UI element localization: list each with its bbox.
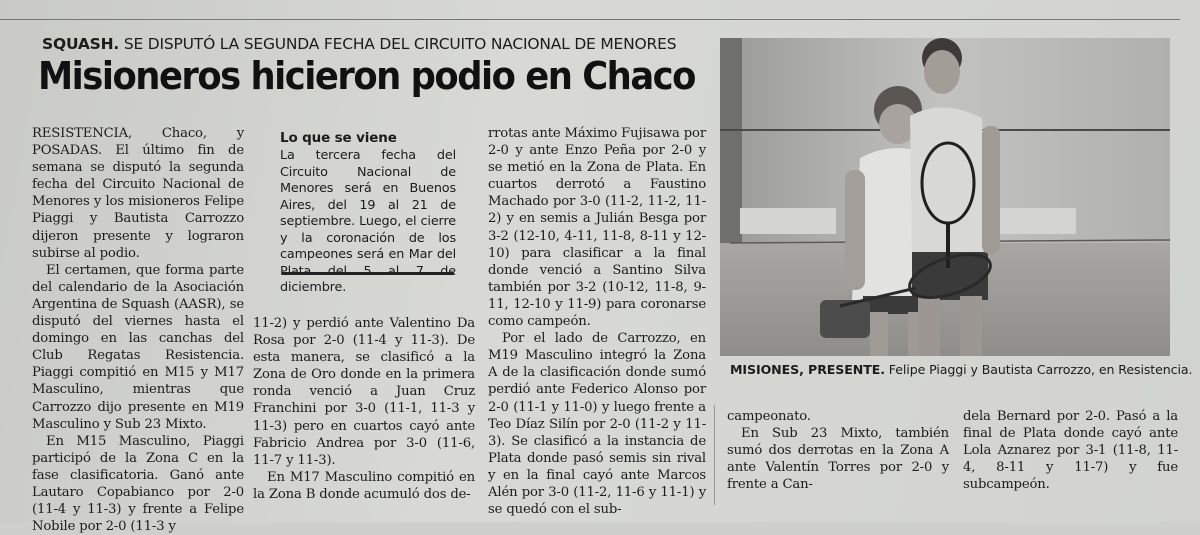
kicker-section: SQUASH. — [42, 35, 120, 53]
kicker — [42, 35, 676, 53]
paragraph: dela Bernard por 2-0. Pasó a la final de Plata donde cayó ante Lola Aznarez por 3-1 (11-8, 11-4, 8-11 y 11-7) y fue subcampeón. — [963, 409, 1178, 493]
body-column-4 — [727, 408, 949, 493]
kicker-text: SE DISPUTÓ LA SEGUNDA FECHA DEL CIRCUITO NACIONAL DE MENORES — [123, 35, 677, 53]
sidebar-text: La tercera fecha del Circuito Nacional de Menores será en Buenos Aires, del 19 al 21 de septiembre. Luego, el cierre y la coronación de los campeones será en Mar del Plata del 5 al 7 de diciembre. — [280, 148, 456, 296]
paragraph: En M17 Masculino compitió en la Zona B donde acumuló dos de- — [253, 469, 475, 502]
body-column-2 — [253, 315, 475, 503]
paragraph: 11-2) y perdió ante Valentino Da Rosa por 2-0 (11-4 y 11-3). De esta manera, se clasificó a la Zona de Oro donde en la primera ronda venció a Juan Cruz Franchini por 3-0 (11-1, 11-3 y 11-3) pero en cuartos cayó ante Fabricio Andrea por 3-0 (11-6, 11-7 y 11-3). — [253, 316, 475, 468]
paragraph: campeonato. — [727, 409, 811, 424]
paragraph: RESISTENCIA, Chaco, y POSADAS. El último fin de semana se disputó la segunda fecha del Circuito Nacional de Menores y los misioneros Felipe Piaggi y Bautista Carrozzo dijeron presente y lograron subirse al podio. — [32, 126, 244, 261]
paragraph: En M15 Masculino, Piaggi participó de la Zona C en la fase clasificatoria. Ganó ante Lautaro Copabianco por 2-0 (11-4 y 11-3) y frente a Felipe Nobile por 2-0 (11-3 y — [32, 433, 244, 535]
sidebar-rule — [282, 272, 454, 275]
photo — [720, 38, 1170, 356]
caption-title: MISIONES, PRESENTE. — [730, 362, 885, 377]
column-divider — [714, 405, 715, 505]
sidebar-title: Lo que se viene — [280, 130, 397, 146]
photo-caption — [730, 362, 1192, 377]
body-column-5 — [963, 408, 1178, 493]
paragraph: rrotas ante Máximo Fujisawa por 2-0 y ante Enzo Peña por 2-0 y se metió en la Zona de Plata. En cuartos derrotó a Faustino Machado por 3-0 (11-2, 11-2, 11-2) y en semis a Julián Besga por 3-2 (12-10, 4-11, 11-8, 8-11 y 12-10) para clasificar a la final donde venció a Santino Silva también por 3-2 (10-12, 11-8, 9-11, 12-10 y 11-9) para coronarse como campeón. — [488, 126, 706, 330]
paragraph: Por el lado de Carrozzo, en M19 Masculino integró la Zona A de la clasificación donde sumó perdió ante Federico Alonso por 2-0 (11-1 y 11-0) y luego frente a Teo Díaz Silín por 2-0 (11-2 y 11-3). Se clasificó a la instancia de Plata donde pasó semis sin rival y en la final cayó ante Marcos Alén por 3-0 (11-2, 11-6 y 11-1) y se quedó con el sub- — [488, 331, 706, 518]
body-column-3 — [488, 125, 706, 518]
photo-image — [720, 38, 1170, 356]
paragraph: El certamen, que forma parte del calendario de la Asociación Argentina de Squash (AASR), se disputó del viernes hasta el domingo en las canchas del Club Regatas Resistencia. Piaggi compitió en M15 y M17 Masculino, mientras que Carrozzo dijo presente en M19 Masculino y Sub 23 Mixto. — [32, 262, 244, 432]
caption-text: Felipe Piaggi y Bautista Carrozzo, en Resistencia. — [888, 362, 1193, 377]
headline: Misioneros hicieron podio en Chaco — [38, 54, 695, 98]
body-column-1 — [32, 125, 244, 535]
paragraph: En Sub 23 Mixto, también sumó dos derrotas en la Zona A ante Valentín Torres por 2-0 y frente a Can- — [727, 426, 949, 493]
top-rule — [0, 19, 1180, 20]
